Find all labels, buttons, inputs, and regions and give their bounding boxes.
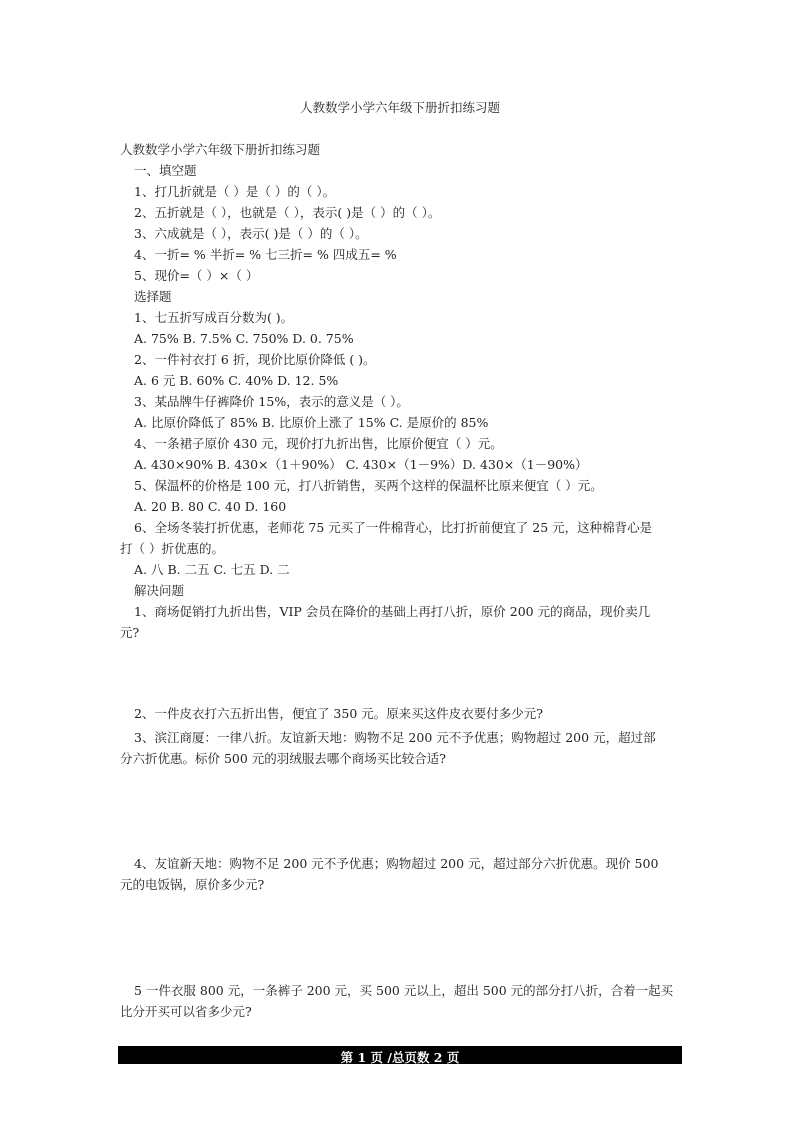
section-heading-problems: 解决问题 <box>134 583 185 598</box>
problem-line-continued: 比分开买可以省多少元? <box>120 1004 252 1019</box>
options-line: A. 比原价降低了 85% B. 比原价上涨了 15% C. 是原价的 85% <box>134 415 489 430</box>
question-line: 2、五折就是（ ），也就是（ ），表示( )是（ ）的（ ）。 <box>134 205 441 220</box>
question-line: 4、一条裙子原价 430 元，现价打九折出售，比原价便宜（ ）元。 <box>134 436 503 451</box>
section-heading-choice: 选择题 <box>134 289 172 304</box>
question-line: 1、七五折写成百分数为( )。 <box>134 310 294 325</box>
question-line: 5、保温杯的价格是 100 元，打八折销售，买两个这样的保温杯比原来便宜（ ）元。 <box>134 478 603 493</box>
page-number-footer: 第 1 页 /总页数 2 页 <box>340 1050 460 1065</box>
section-heading-fill-in: 一、填空题 <box>134 163 197 178</box>
question-line: 1、打几折就是（ ）是（ ）的（ ）。 <box>134 184 336 199</box>
options-line: A. 430×90% B. 430×（1＋90%） C. 430×（1－9%）D. 430×（1－90%） <box>134 457 588 472</box>
problem-line-continued: 分六折优惠。标价 500 元的羽绒服去哪个商场买比较合适? <box>120 751 447 766</box>
problem-line-continued: 元的电饭锅，原价多少元? <box>120 877 265 892</box>
page-header-title: 人教数学小学六年级下册折扣练习题 <box>299 100 500 115</box>
question-line: 4、一折= % 半折= % 七三折= % 四成五= % <box>134 247 397 262</box>
question-line: 3、某品牌牛仔裤降价 15%，表示的意义是（ ）。 <box>134 394 409 409</box>
problem-line: 3、滨江商厦：一律八折。友谊新天地：购物不足 200 元不予优惠；购物超过 200 元，超过部 <box>134 730 656 745</box>
options-line: A. 75% B. 7.5% C. 750% D. 0. 75% <box>134 331 354 346</box>
document-title: 人教数学小学六年级下册折扣练习题 <box>120 142 321 157</box>
options-line: A. 20 B. 80 C. 40 D. 160 <box>134 499 287 514</box>
question-line: 6、全场冬装打折优惠，老师花 75 元买了一件棉背心，比打折前便宜了 25 元，这种棉背心是 <box>134 520 653 535</box>
question-line: 2、一件衬衣打 6 折，现价比原价降低 ( )。 <box>134 352 376 367</box>
options-line: A. 八 B. 二五 C. 七五 D. 二 <box>134 562 290 577</box>
question-line: 5、现价=（ ）×（ ） <box>134 268 259 283</box>
problem-line: 5 一件衣服 800 元，一条裤子 200 元，买 500 元以上，超出 500 元的部分打八折，合着一起买 <box>134 983 674 998</box>
problem-line: 4、友谊新天地：购物不足 200 元不予优惠；购物超过 200 元，超过部分六折优惠。现价 500 <box>134 856 659 871</box>
problem-line: 2、一件皮衣打六五折出售，便宜了 350 元。原来买这件皮衣要付多少元? <box>134 706 543 721</box>
question-line-continued: 打（ ）折优惠的。 <box>120 541 224 556</box>
problem-line: 1、商场促销打九折出售，VIP 会员在降价的基础上再打八折，原价 200 元的商品，现价卖几 <box>134 604 651 619</box>
options-line: A. 6 元 B. 60% C. 40% D. 12. 5% <box>134 373 339 388</box>
question-line: 3、六成就是（ ），表示( )是（ ）的（ ）。 <box>134 226 368 241</box>
problem-line-continued: 元? <box>120 625 140 640</box>
